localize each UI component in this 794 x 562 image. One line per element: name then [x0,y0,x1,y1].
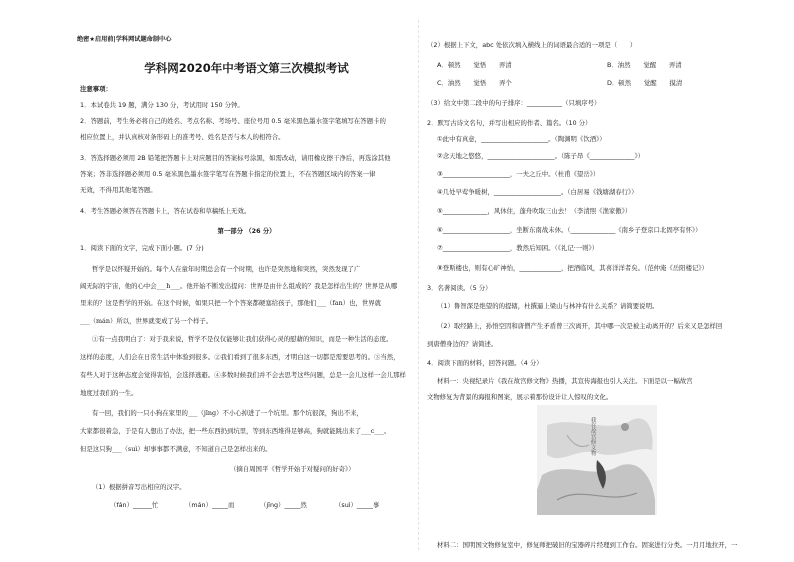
pinyin-blank: （mán）_____而 [185,501,235,509]
poster-svg [537,405,657,515]
q2-line: ②念天地之悠悠，_____________________。（陈子昂《______________》） [437,152,645,160]
passage-line: 哲学是以怀疑开始的。每个人在童年时期总会有一个时期，也许是突然地和突然，突然发现了广 [92,265,361,273]
notice-item: 3．答选择题必须用 2B 铅笔把答题卡上对应题目的答案标号涂黑，如需改动，请用橡皮擦干净后，再选涂其他 [80,154,391,162]
part-one-heading: 第一部分 （26 分） [217,227,276,235]
q1-sub1: （1）根据拼音写出相应的汉字。 [92,483,186,491]
q1-sub2: （2）根据上下文，abc 处依次填入横线上的词语最合适的一项是（ ） [427,41,637,49]
q3-prompt: 3．名著阅读。（5 分） [427,284,492,292]
q3-line: （2）取经路上，孙悟空因和唐僧产生矛盾曾三次离开，其中哪一次是被主动离开的？后来又是怎样回 [437,322,723,330]
material-one-line: 材料一：央视纪录片《我在故宫修文物》热播，其宣传海报也引人关注。下面是以一幅故宫 [437,377,693,385]
option-d: D．顿然 觉醒 摸清 [607,79,683,87]
material-one-line: 文物修复为背景的海报和图案，展示着那份设计让人惊叹的文化。 [427,393,613,401]
passage-line: 阔无际的宇宙，他的心中会___h___。他开始不断发出提问：世界是由什么组成的？我是怎样出生的？世界是从哪 [80,282,398,290]
passage-line: 这样的态度，人们会在日常生活中体验到很多。②我们看到了很多东西，才明白这一切都是需要思考的。③当然， [80,353,400,361]
pinyin-blank: （jīng）_____然 [260,501,307,509]
q2-line: ⑦_____________________，教然后知困。（《礼记·一则》） [437,244,599,252]
pinyin-blank: （fán）______忙 [110,501,159,509]
left-column [80,0,413,562]
poster-vertical-text: 我在故宫修文物 [589,417,596,456]
q2-prompt: 2．默写古诗文名句，并写出相应的作者、篇名。（10 分） [427,119,592,127]
right-column [427,0,757,562]
q1-prompt: 1．阅读下面的文字，完成下面小题。(7 分) [80,244,204,252]
header-note: 绝密★启用前|学科网试题命制中心 [77,36,172,43]
q1-sub3: （3）给文中第二段中的句子排序：___________（只填序号） [427,99,601,107]
passage-line: ①有一点我明白了：对于我来说，哲学不是仅仅能够让我们获得心灵的慰藉的知识，而是一种生活的态度。 [92,335,393,343]
q2-line: ⑥_____________________，坐断东南战未休。（______________《南乡子登京口北固亭有怀》） [437,226,702,234]
q2-line: ①此中有真意，_____________________。（陶渊明《饮酒》） [437,135,606,143]
notice-item: 2．答题前，考生务必将自己的姓名、考点名称、考场号、座位号用 0.5 毫米黑色墨水签字笔填写在答题卡的 [80,117,386,125]
q2-line: ③_____________________，一夫之丘中。（杜甫《望岳》） [437,170,600,178]
q2-line: ④几处早莺争暖树，_____________________。（白居易《钱塘湖春行》） [437,188,638,196]
option-b: B．油然 觉醒 弄清 [607,61,682,69]
q3-line: （1）鲁智深是绝望的的提辖，杜撰逼上梁山与林冲有什么关系？请简要说明。 [437,302,659,310]
q3-line: 到唐僧身边的？请简述。 [427,340,498,348]
q2-line: ⑧登斯楼也，则有心旷神怡，_____________，把酒临风，其喜洋洋者矣。（范仲淹《岳阳楼记》） [437,264,708,272]
notice-item: 4．考生答题必须答在答题卡上，答在试卷和草稿纸上无效。 [80,207,251,215]
pinyin-blank: （suì）_____事 [335,501,380,509]
notice-item: 答案；答非选择题必须用 0.5 毫米黑色墨水签字笔写在答题卡指定的位置上，不在答题区域内的答案一律 [80,170,376,178]
passage-line: 有些人对于这种态度会觉得害怕，会选择逃避。④多数时候我们并不会去思考这些问题，总是一会儿这样一会儿那样 [80,371,406,379]
q4-prompt: 4．阅读下面的材料，回答问题。（4 分） [427,359,543,367]
material-two-line: 材料二：国明国文物修复室中，修复师把破旧的宝器碎片经理到工作台。固案进行分类。一月月地拉开，一 [437,541,738,549]
column-divider [418,20,419,550]
notice-item: 相应位置上，并认真核对条形码上的准考号、姓名是否与本人的相符合。 [80,133,285,141]
passage-line: 有一回，我们的一只小狗在家里的___（jīng）不小心掉进了一个坑里。那个坑很深，狗出不来， [92,409,364,417]
notice-item: 无效，不得用其他笔答题。 [80,186,157,194]
passage-line: 地度过我们的一生。 [80,389,138,397]
passage-source: （摘自周国平《哲学开始于对疑问的好奇》） [230,465,355,473]
passage-line: 里来的？这是哲学的开始。在这个时候，如果只把一个个答案都硬塞给孩子，那他们___（fan）也，世界就 [80,299,382,307]
poster-illustration [537,405,657,515]
q2-line: ⑤______________，风休住，蓬舟吹取三山去！（李清照《渔家傲》） [437,207,632,215]
passage-line: 但是这只狗___（suì）却事事都不满意，不知道自己是怎样出来的。 [80,445,272,453]
option-c: C．油然 觉悟 弄个 [437,79,512,87]
notice-heading: 注意事项： [80,85,112,93]
passage-line: 大家都很着急，于是有人想出了办法，把一些东西扔到坑里，等到东西堆得足够高，狗就能跳出来了___c___。 [80,427,391,435]
notice-item: 1．本试卷共 19 题，满分 130 分，考试用时 150 分钟。 [80,101,244,109]
option-a: A．顿然 觉悟 弄清 [437,61,512,69]
passage-line: ___（mán）所以，世界就变成了另一个样子。 [80,317,213,325]
exam-title: 学科网2020年中考语文第三次模拟考试 [144,61,349,75]
